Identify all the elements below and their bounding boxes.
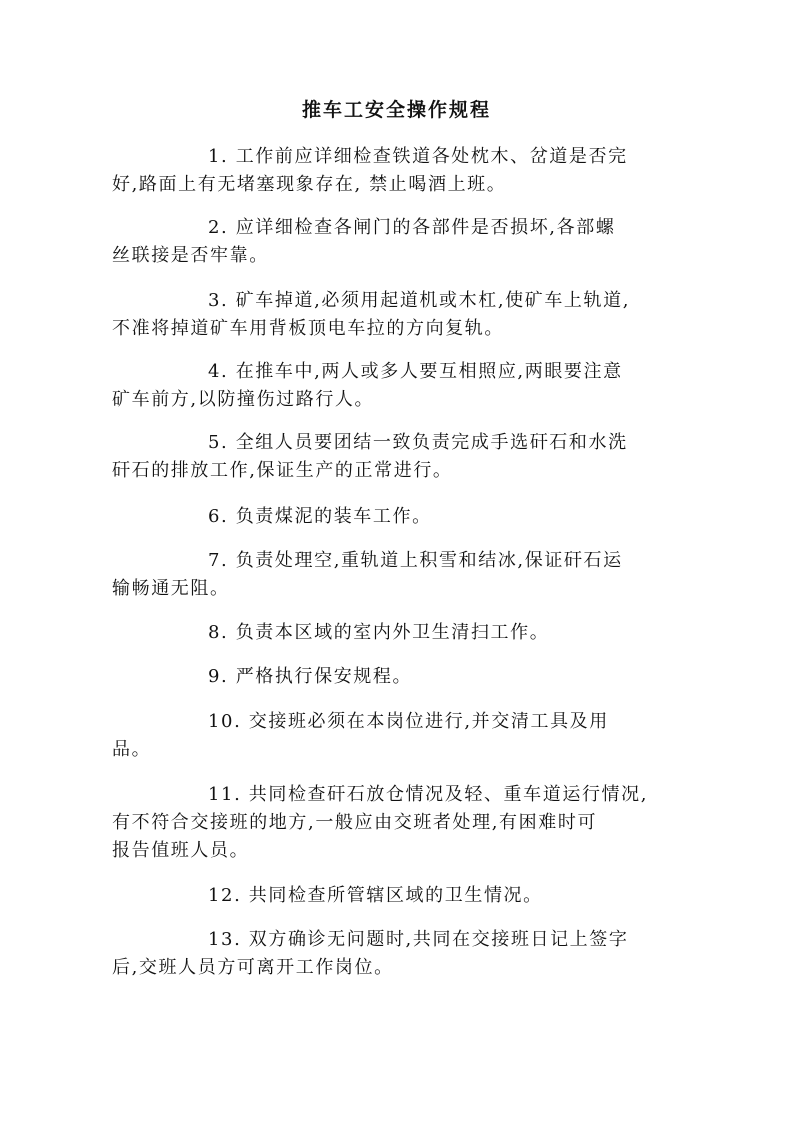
paragraph-9 [112,663,672,691]
paragraph-line: 1. 工作前应详细检查铁道各处枕木、岔道是否完 [208,146,628,167]
paragraph-line: 2. 应详细检查各闸门的各部件是否损坏,各部螺 [208,217,616,238]
paragraph-2 [112,214,672,270]
paragraph-line: 10. 交接班必须在本岗位进行,并交清工具及用 [208,711,609,732]
paragraph-5 [112,429,672,485]
paragraph-8 [112,619,672,647]
paragraph-line: 11. 共同检查矸石放仓情况及轻、重车道运行情况, [208,784,649,805]
paragraph-line: 12. 共同检查所管辖区域的卫生情况。 [208,885,543,906]
paragraph-line: 13. 双方确诊无问题时,共同在交接班日记上签字 [208,929,629,950]
paragraph-10 [112,708,672,764]
paragraph-line: 矿车前方,以防撞伤过路行人。 [112,389,375,410]
paragraph-line: 不准将掉道矿车用背板顶电车拉的方向复轨。 [112,318,504,339]
paragraph-line: 好,路面上有无堵塞现象存在, 禁止喝酒上班。 [112,174,507,195]
paragraph-line: 4. 在推车中,两人或多人要互相照应,两眼要注意 [208,361,623,382]
paragraph-line: 7. 负责处理空,重轨道上积雪和结冰,保证矸石运 [208,550,623,571]
paragraph-line: 输畅通无阻。 [112,578,230,599]
paragraph-13 [112,926,672,982]
paragraph-6 [112,503,672,531]
paragraph-line: 8. 负责本区域的室内外卫生清扫工作。 [208,622,550,643]
paragraph-line: 报告值班人员。 [112,840,250,861]
paragraph-11 [112,781,672,865]
paragraph-line: 9. 严格执行保安规程。 [208,666,413,687]
paragraph-line: 6. 负责煤泥的装车工作。 [208,506,432,527]
paragraph-line: 后,交班人员方可离开工作岗位。 [112,957,394,978]
paragraph-3 [112,287,672,343]
paragraph-line: 有不符合交接班的地方,一般应由交班者处理,有困难时可 [112,812,598,833]
paragraph-1 [112,143,672,199]
paragraph-line: 丝联接是否牢靠。 [112,245,269,266]
paragraph-12 [112,882,672,910]
paragraph-line: 5. 全组人员要团结一致负责完成手选矸石和水洗 [208,432,628,453]
paragraph-4 [112,358,672,414]
paragraph-line: 3. 矿车掉道,必须用起道机或木杠,使矿车上轨道, [208,290,631,311]
document-title: 推车工安全操作规程 [301,99,491,121]
paragraph-7 [112,547,672,603]
paragraph-line: 矸石的排放工作,保证生产的正常进行。 [112,460,453,481]
paragraph-line: 品。 [112,739,152,760]
